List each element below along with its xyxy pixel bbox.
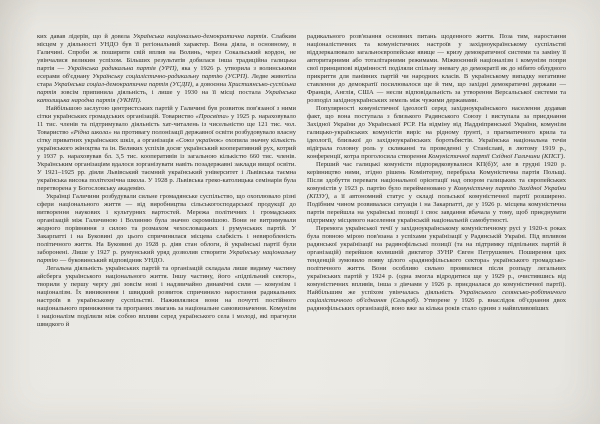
italic-text-run: Християнсько-суспільна партія — [37, 81, 296, 96]
text-run: , яка у 1926 р. утворила з волинськими есерами об'єднану — [37, 65, 296, 80]
paragraph — [37, 193, 296, 265]
paragraph — [37, 265, 296, 329]
text-run: на противагу полонізації державної освіти розбудовувало власну сітку приватних українських шкіл, а організація — [37, 129, 296, 144]
paragraph — [37, 33, 296, 105]
text-run: Найбільшою заслугою центристських партій у Галичині був розвиток пов'язаної з ними сітки українських громадських організацій. Товариство — [37, 105, 296, 120]
text-run: Перемога української течії у західноукраїнському комуністичному русі у 1920-х роках була повною мірою пов'язана з успіхами українізації у Радянській Україні. Під впливом радянської українізації на радянофільські позиції (та на підтримку підпільних партій й організацій) перейшов колишній диктатор ЗУНР Євген Петрушевич. Поширення цих тенденцій зумовило появу цілого «радянофільського сектора» українського громадсько-політичного життя. Вони особливо сильно проявилися після розпаду легальних українських партій у 1924 р. (одна змогла відродитися ще у 1929 р., очистившись від комуністичних впливів, інша з діячами у 1926 р. приєдналася до комуністичної партії). Найбільшим же успіхом увінчалась діяльність — [307, 225, 566, 296]
text-run: . Слабким місцем у діяльності УНДО був її регіональний характер. Вона діяла, в основному, в Галичині. Спроби ж поширити свій вплив на Волинь, через Сокальський кордон, не увінчалися великим успіхом. Більших результатів добилася інша традиційна галицька партія — — [37, 33, 296, 72]
italic-text-run: Українського селянсько-робітничого соціалістичного об'єднання (Сельроб) — [307, 289, 566, 304]
italic-text-run: Українська соціал-демократична партія (УСДП) — [53, 81, 193, 88]
italic-text-run: Комуністичну партію Західної України (КПЗУ) — [307, 185, 566, 200]
text-run: ких давав лідерів, що й довела — [37, 33, 134, 40]
text-run: . — [139, 97, 142, 104]
text-run: , а її автономний статус у складі польської комуністичної партії розширено. Подібним чином розвивалася ситуація і на Закарпатті, де у 1926 р. місцева комуністична партія перейшла на українські позиції і своє завдання вбачала у тому, щоб приєднувати підтримку місцевого населення українській національній самобутності. — [307, 193, 566, 224]
text-run: у 1925 р. нараховувало 11 тис. членів та підтримувало діяльність хат-читалень із чисельністю ще 121 тис. чол. Товариство — [37, 113, 296, 136]
text-run: , а довоєнна — [192, 81, 228, 88]
paragraph — [307, 225, 566, 313]
text-run: — буковинський відповідник УНДО. — [57, 257, 165, 264]
text-run: Легальна діяльність українських партій та організацій складала лише видиму частину айсберга українського національного життя. Іншу частину, його «підпільний сектор», творили у першу чергу дві зовсім нові і надзвичайно динамічні сили — комунізм і націоналізм. Їх виникнення і швидкий розвиток спричинило наростання радикальних настроїв в українському суспільстві. Наживлялися вони на почутті постійного національного приниження та програних змагань за національне самовизначення. Комунізм і націоналізм поділили між собою впливи серед українського села і молоді, які прагнули швидкого й — [37, 265, 296, 328]
italic-text-run: Комуністичної партії Східної Галичини (КПСГ) — [428, 153, 564, 160]
italic-text-run: «Рідна школа» — [70, 129, 112, 136]
italic-text-run: «Союз українок» — [175, 137, 224, 144]
paragraph — [307, 105, 566, 161]
text-run: Перший час галицькі комуністи підпорядковувалися КП(б)У, але в грудні 1920 р. керівництво ними, згідно рішень Комінтерну, перебрала Комуністична партія Польщі. Після здобуття переваги національної орієнтації над опором галицьких та європейських комуністів у 1923 р. партію було перейменовано у — [307, 161, 566, 192]
left-text-column — [37, 33, 296, 411]
paragraph — [307, 161, 566, 225]
text-run: . Утворене у 1926 р. внаслідок об'єднання двох радянофільських організацій, воно вже за кілька років стало одним з найвпливовіших — [307, 297, 566, 312]
paragraph — [37, 105, 296, 193]
text-run: зовсім припинила діяльність, і лише у 1930 на її місці постала — [56, 89, 266, 96]
italic-text-run: Українська католицька народна партія (УКНП) — [37, 89, 296, 104]
italic-text-run: Українську національну партію — [37, 249, 296, 264]
text-run: Українці Галичини розбудували сильне громадянське суспільство, що охоплювало різні сфери національного життя — від виробництва сільськогосподарської продукції до витворення наукових і культурних вартостей. Мережа політичних і громадських організацій між Галичиною і Волинню була значно скромнішою. Вони не витримували жодного порівняння з силою та розмахом чехословацьких і румунських партій. У Закарпатті і на Буковині до цього спричинилася місцева слабкість і невиробленість політичного життя. На Буковині до 1928 р. діяв стан облоги, й українські партії були заборонені. Лише у 1927 р. румунський уряд дозволив створити — [37, 193, 296, 256]
italic-text-run: Українська національно-демократична партія — [133, 33, 267, 40]
text-run: Популярності комуністичної ідеології серед західноукраїнського населення додавав факт, що вона поступала з близького Радянського Союзу і виступала за приєднання Західної України до Української РСР. На відміну від Наддніпрянської України, комунізм галицько-українських комуністів виріс на рідному ґрунті, з прагматичного крила та ідеології, близької до західноукраїнських боротьбистів. Українська національна течія відіграла головну роль у скликанні та проведенні у Станіславі, в лютому 1919 р., конференції, котра проголосила створення — [307, 105, 566, 160]
text-run: . Ледве животіла стара — [37, 73, 296, 88]
italic-text-run: «Просвіта» — [195, 113, 230, 120]
text-run: . — [563, 153, 565, 160]
right-text-column — [307, 33, 566, 411]
text-run: охопила значну кількість українського жіноцтва та ін. Великих успіхів досяг український кооперативний рух, котрий у 1937 р. нараховував бл. 3,5 тис. кооперативів із загальною кількістю 660 тис. членів. Українським організаціям вдалося зорганізувати навіть позадержавні заклади вищої освіти. У 1921–1925 рр. діяли Львівський таємний український університет і Львівська таємна українська висока політехнічна школа. У 1928 р. Львівська греко-католицька семінарія була перетворена у Богословську академію. — [37, 137, 296, 192]
italic-text-run: Українська радикальна партія (УРП) — [67, 65, 177, 72]
text-run: радикального розв'язання основних питань щоденного життя. Поза тим, наростання націоналістичних та комуністичних настроїв у західноукраїнському суспільстві віддзеркалювало загальноєвропейське явище — кризу демократичної системи та заміну її авторитарними або тоталітарними режимами. Міжвоєнний націоналізм і комунізм попри свої принципові відмінності поділяли спільну зневагу до демократії як до нібито облудного прикриття для панівних партій чи народних класів. В українському випадку негативне ставлення до демократії посилювалося ще й тим, що західні демократичні держави — Франція, Англія, США — несли відповідальність за утворення Версальської системи та розподіл західноукраїнських земель між чужими державами. — [307, 33, 566, 104]
paragraph — [307, 33, 566, 105]
italic-text-run: Українську соціалістично-радикальну партію (УСРП) — [92, 73, 248, 80]
